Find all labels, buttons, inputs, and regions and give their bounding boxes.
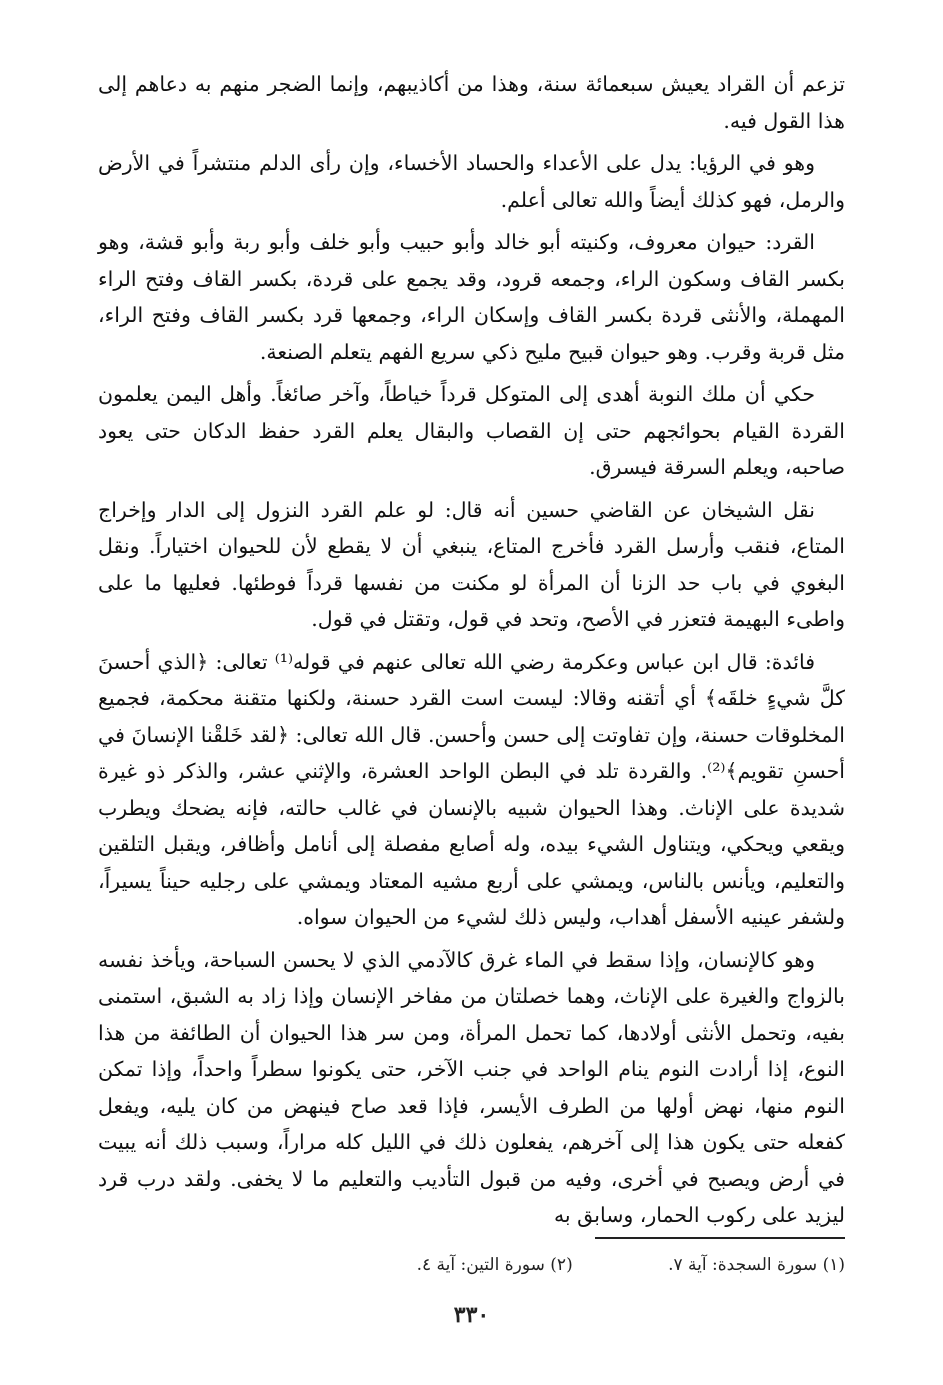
footnote-1: (١) سورة السجدة: آية ٧. xyxy=(668,1255,845,1275)
footnote-separator xyxy=(595,1237,845,1239)
paragraph-human-likeness: وهو كالإنسان، وإذا سقط في الماء غرق كالآدمي الذي لا يحسن السباحة، ويأخذ نفسه بالزواج والغيرة على الإناث، وهما خصلتان من مفاخر الإنسان وإذا زاد به الشبق، استمنى بفيه، وتحمل الأنثى أولادها، كما تحمل المرأة، ومن سر هذا الحيوان أن الطائفة من هذا النوع، إذا أرادت النوم ينام الواحد في جنب الآخر، حتى يكونوا سطراً واحداً، وإذا تمكن النوم منها، نهض أولها من الطرف الأيسر، فإذا قعد صاح فينهض من كان يليه، ويفعل كفعله حتى يكون هذا إلى آخرهم، يفعلون ذلك في الليل كله مراراً، وسبب ذلك أنه يبيت في أرض ويصبح في أخرى، وفيه من قبول التأديب والتعليم ما لا يخفى. ولقد درب قرد ليزيد على ركوب الحمار، وسابق به xyxy=(98,947,845,1227)
paragraph-nubia-anecdote: حكي أن ملك النوبة أهدى إلى المتوكل قرداً خياطاً، وآخر صائغاً. وأهل اليمن يعلمون القردة القيام بحوائجهم حتى إن القصاب والبقال يعلم القرد حفظ الدكان حتى يعود صاحبه، ويعلم السرقة فيسرق. xyxy=(98,382,845,479)
paragraph-monkey-definition: القرد: حيوان معروف، وكنيته أبو خالد وأبو حبيب وأبو خلف وأبو ربة وأبو قشة، وهو بكسر القاف وسكون الراء، وجمعه قرود، وقد يجمع على قردة، بكسر القاف وفتح الراء المهملة، والأنثى قردة بكسر القاف وإسكان الراء، وجمعها قرد بكسر القاف وفتح الراء، مثل قربة وقرب. وهو حيوان قبيح مليح ذكي سريع الفهم يتعلم الصنعة. xyxy=(98,230,845,364)
paragraph-legal-ruling: نقل الشيخان عن القاضي حسين أنه قال: لو علم القرد النزول إلى الدار وإخراج المتاع، فنقب وأرسل القرد فأخرج المتاع، ينبغي أن لا يقطع لأن للحيوان اختياراً. ونقل البغوي في باب حد الزنا أن المرأة لو مكنت من نفسها قرداً فوطئها. فعليها ما على واطىء البهيمة فتعزر في الأصح، وتحد في قول، وتقتل في قول. xyxy=(98,497,845,631)
paragraph-benefit-note: فائدة: قال ابن عباس وعكرمة رضي الله تعالى عنهم في قوله⁽¹⁾ تعالى: ﴿الذي أحسنَ كلَّ شيءٍ خلقَه﴾ أي أتقنه وقالا: ليست است القرد حسنة، ولكنها متقنة محكمة، فجميع المخلوقات حسنة، وإن تفاوتت إلى حسن وأحسن. قال الله تعالى: ﴿لقد خَلقْنا الإنسانَ في أحسنِ تقويم﴾⁽²⁾. والقردة تلد في البطن الواحد العشرة، والإثني عشر، والذكر ذو غيرة شديدة على الإناث. وهذا الحيوان شبيه بالإنسان في غالب حالته، فإنه يضحك ويطرب ويقعي ويحكي، ويتناول الشيء بيده، وله أصابع مفصلة إلى أنامل وأظافر، ويقبل التلقين والتعليم، ويأنس بالناس، ويمشي على أربع مشيه المعتاد ويمشي على رجليه حيناً يسيراً، ولشفر عينيه الأسفل أهداب، وليس ذلك لشيء من الحيوان سواه. xyxy=(98,649,845,929)
paragraph-continuation: تزعم أن القراد يعيش سبعمائة سنة، وهذا من أكاذيبهم، وإنما الضجر منهم به دعاهم إلى هذا القول فيه. xyxy=(98,72,845,133)
paragraph-dream-interpretation: وهو في الرؤيا: يدل على الأعداء والحساد الأخساء، وإن رأى الدلم منتشراً في الأرض والرمل، فهو كذلك أيضاً والله تعالى أعلم. xyxy=(98,151,845,212)
page-number: ٣٣٠ xyxy=(453,1302,490,1328)
body-text xyxy=(98,66,845,1234)
footnote-2: (٢) سورة التين: آية ٤. xyxy=(416,1255,573,1275)
footnotes xyxy=(98,1252,845,1278)
